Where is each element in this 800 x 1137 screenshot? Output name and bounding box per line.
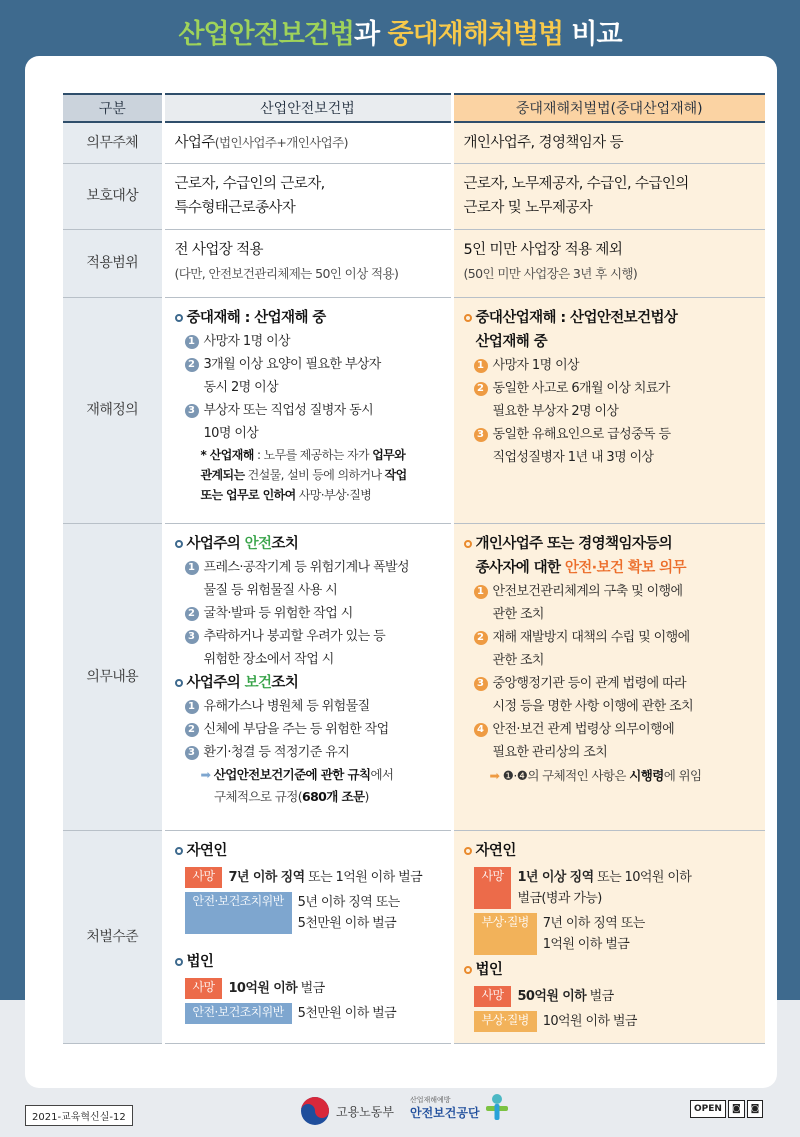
- text: 사망자 1명 이상: [492, 358, 579, 373]
- title-part2: 과: [353, 19, 388, 50]
- penalty-line: [185, 978, 443, 999]
- section-head: [464, 532, 758, 580]
- text: 위험한 장소에서 작업 시: [203, 652, 334, 667]
- text: 자연인: [475, 843, 516, 859]
- bullet-icon: [464, 540, 472, 548]
- number-badge-icon: 1: [185, 700, 199, 714]
- text: 특수형태근로종사자: [174, 200, 296, 216]
- penalty-line: [474, 913, 758, 955]
- arrow-icon: ➡: [200, 767, 211, 782]
- text: 10억원 이하: [228, 981, 298, 996]
- text: 50억원 이하: [517, 989, 587, 1004]
- row-label: 재해정의: [63, 298, 163, 524]
- text: * 산업재해: [200, 448, 254, 462]
- text: 건설물, 설비 등에 의하거나: [244, 468, 385, 482]
- text: 조치: [271, 536, 299, 552]
- table-row: [63, 831, 765, 1044]
- text: 보건: [244, 675, 272, 691]
- cell-sa: 개인사업주, 경영책임자 등: [452, 122, 765, 164]
- text: 근로자, 노무제공자, 수급인, 수급인의: [463, 176, 689, 192]
- list-item: [464, 718, 758, 764]
- text: 근로자 및 노무제공자: [463, 200, 593, 216]
- text: 작업: [384, 468, 407, 482]
- cell-sa: [452, 298, 765, 524]
- section-head: [464, 958, 758, 982]
- text: 산업재해 중: [475, 334, 547, 350]
- ministry-logo: [300, 1096, 394, 1126]
- text: 직업성질병자 1년 내 3명 이상: [492, 450, 654, 465]
- text: 또는 10억원 이하: [593, 870, 692, 885]
- bullet-icon: [175, 958, 183, 966]
- text: (다만, 안전보건관리체제는 50인 이상 적용): [174, 266, 399, 281]
- text: 에서: [370, 767, 394, 782]
- bullet-icon: [175, 847, 183, 855]
- text: 동시 2명 이상: [203, 380, 279, 395]
- injury-tag: 부상·질병: [474, 1011, 537, 1032]
- header-osh-act: 산업안전보건법: [163, 94, 452, 122]
- text: 자연인: [186, 843, 227, 859]
- comparison-table: [63, 93, 765, 1044]
- cell-osh: [163, 164, 452, 230]
- table-row: [63, 164, 765, 230]
- list-item: [175, 718, 443, 741]
- section-head: [175, 671, 443, 695]
- text: 물질 등 위험물질 사용 시: [203, 583, 338, 598]
- text: 7년 이하 징역 또는: [542, 916, 645, 931]
- text: (법인사업주+개인사업주): [214, 135, 348, 150]
- title-part4: 비교: [563, 19, 622, 50]
- death-tag: 사망: [474, 986, 512, 1007]
- license-badge: [690, 1100, 763, 1118]
- bullet-icon: [175, 679, 183, 687]
- text: 법인: [186, 954, 214, 970]
- cell-sa: [452, 230, 765, 298]
- number-badge-icon: 2: [474, 382, 488, 396]
- text: : 노무를 제공하는 자가: [253, 448, 373, 462]
- text: 조치: [271, 675, 299, 691]
- bullet-icon: [464, 314, 472, 322]
- list-item: [175, 695, 443, 718]
- cell-osh: [163, 831, 452, 1044]
- text: 근로자, 수급인의 근로자,: [174, 176, 325, 192]
- violation-tag: 안전·보건조치위반: [185, 892, 292, 934]
- row-label: 의무내용: [63, 524, 163, 831]
- text: 또는 업무로 인하여: [200, 488, 296, 502]
- text: 또는 1억원 이하 벌금: [304, 870, 423, 885]
- table-row: [63, 122, 765, 164]
- number-badge-icon: 1: [474, 359, 488, 373]
- text: 업무와: [372, 448, 406, 462]
- number-badge-icon: 4: [474, 723, 488, 737]
- table-row: [63, 230, 765, 298]
- text: 에 위임: [663, 768, 702, 783]
- bullet-icon: [464, 966, 472, 974]
- row-label: 처벌수준: [63, 831, 163, 1044]
- text: 벌금: [586, 989, 614, 1004]
- section-head: [175, 950, 443, 974]
- text: 관한 조치: [492, 653, 544, 668]
- text: 사업주: [174, 135, 215, 151]
- agency-name: 안전보건공단: [410, 1106, 480, 1120]
- number-badge-icon: 3: [185, 404, 199, 418]
- section-head: [464, 306, 758, 354]
- text: 환기·청결 등 적정기준 유지: [203, 745, 350, 760]
- rule-note: [175, 764, 443, 808]
- penalty-line: [474, 867, 758, 909]
- text: 680개 조문: [301, 789, 365, 804]
- agency-logo: [410, 1092, 510, 1122]
- table-row: [63, 298, 765, 524]
- text: 10억원 이하 벌금: [542, 1014, 637, 1029]
- list-item: [175, 625, 443, 671]
- agency-mark-icon: [484, 1092, 510, 1122]
- list-item: [175, 353, 443, 399]
- cell-osh: [163, 230, 452, 298]
- list-item: [175, 330, 443, 353]
- text: 유해가스나 병원체 등 위험물질: [203, 699, 370, 714]
- penalty-line: [474, 1011, 758, 1032]
- definition-note: [175, 445, 443, 505]
- text: 중대산업재해 : 산업안전보건법상: [475, 310, 678, 326]
- list-item: [464, 354, 758, 377]
- text: 신체에 부담을 주는 등 위험한 작업: [203, 722, 389, 737]
- title-part1: 산업안전보건법: [178, 19, 354, 50]
- table-header-row: [63, 94, 765, 122]
- text: 5천만원 이하 벌금: [297, 916, 397, 931]
- list-item: [464, 672, 758, 718]
- text: 굴착·발파 등 위험한 작업 시: [203, 606, 353, 621]
- agency-text: [410, 1094, 480, 1120]
- list-item: [464, 423, 758, 469]
- list-item: [175, 741, 443, 764]
- header-serious-accident-act: 중대재해처벌법(중대산업재해): [452, 94, 765, 122]
- text: 10명 이상: [203, 426, 259, 441]
- number-badge-icon: 3: [474, 428, 488, 442]
- bullet-icon: [175, 540, 183, 548]
- cell-osh: [163, 298, 452, 524]
- violation-tag: 안전·보건조치위반: [185, 1003, 292, 1024]
- header-category: 구분: [63, 94, 163, 122]
- section-head: [175, 306, 443, 330]
- bullet-icon: [464, 847, 472, 855]
- penalty-line: [185, 867, 443, 888]
- cell-sa: [452, 164, 765, 230]
- penalty-line: [474, 986, 758, 1007]
- list-item: [175, 602, 443, 625]
- death-tag: 사망: [474, 867, 512, 909]
- text: 안전·보건 확보 의무: [564, 560, 686, 576]
- list-item: [175, 399, 443, 445]
- text: 7년 이하 징역: [228, 870, 305, 885]
- text: 동일한 유해요인으로 급성중독 등: [492, 427, 671, 442]
- number-badge-icon: 3: [185, 746, 199, 760]
- text: 추락하거나 붕괴할 우려가 있는 등: [203, 629, 386, 644]
- text: 전 사업장 적용: [174, 242, 263, 258]
- text: 5천만원 이하 벌금: [297, 1006, 397, 1021]
- text: 중앙행정기관 등이 관계 법령에 따라: [492, 676, 686, 691]
- number-badge-icon: 2: [185, 607, 199, 621]
- section-head: [175, 839, 443, 863]
- row-label: 의무주체: [63, 122, 163, 164]
- cell-osh: [163, 122, 452, 164]
- noncommercial-icon: ◙: [747, 1100, 764, 1118]
- list-item: [464, 626, 758, 672]
- section-head: [464, 839, 758, 863]
- text: 안전보건관리체계의 구축 및 이행에: [492, 584, 683, 599]
- text: 법인: [475, 962, 503, 978]
- text: 관계되는: [200, 468, 245, 482]
- taegeuk-icon: [300, 1096, 330, 1126]
- document-code: 2021-교육혁신실-12: [25, 1105, 133, 1126]
- text: 구체적으로 규정(: [214, 789, 302, 804]
- text: 3개월 이상 요양이 필요한 부상자: [203, 357, 381, 372]
- list-item: [464, 377, 758, 423]
- text: 안전: [244, 536, 272, 552]
- table-row: [63, 524, 765, 831]
- text: 관한 조치: [492, 607, 544, 622]
- title-part3: 중대재해처벌법: [387, 19, 564, 50]
- text: 5인 미만 사업장 적용 제외: [463, 242, 623, 258]
- agency-subtitle: 산업재해예방: [410, 1096, 451, 1104]
- text: 1년 이상 징역: [517, 870, 594, 885]
- death-tag: 사망: [185, 867, 223, 888]
- cell-sa: [452, 831, 765, 1044]
- penalty-line: [185, 1003, 443, 1024]
- number-badge-icon: 3: [185, 630, 199, 644]
- list-item: [175, 556, 443, 602]
- section-head: [175, 532, 443, 556]
- list-item: [464, 580, 758, 626]
- text: 필요한 부상자 2명 이상: [492, 404, 619, 419]
- number-badge-icon: 2: [474, 631, 488, 645]
- row-label: 보호대상: [63, 164, 163, 230]
- text: 필요한 관리상의 조치: [492, 745, 608, 760]
- open-license-mark: OPEN: [690, 1100, 726, 1118]
- text: ❶·❹의 구체적인 사항은: [502, 768, 630, 783]
- text: 벌금(병과 가능): [517, 891, 602, 906]
- arrow-icon: ➡: [489, 768, 500, 783]
- death-tag: 사망: [185, 978, 223, 999]
- bullet-icon: [175, 314, 183, 322]
- number-badge-icon: 1: [474, 585, 488, 599]
- text: 사업주의: [186, 536, 245, 552]
- number-badge-icon: 3: [474, 677, 488, 691]
- row-label: 적용범위: [63, 230, 163, 298]
- text: 종사자에 대한: [475, 560, 565, 576]
- injury-tag: 부상·질병: [474, 913, 537, 955]
- cell-osh: [163, 524, 452, 831]
- number-badge-icon: 1: [185, 561, 199, 575]
- text: 1억원 이하 벌금: [542, 937, 630, 952]
- text: 프레스·공작기계 등 위험기계나 폭발성: [203, 560, 409, 575]
- attribution-icon: ◙: [728, 1100, 745, 1118]
- text: 벌금: [297, 981, 325, 996]
- number-badge-icon: 1: [185, 335, 199, 349]
- text: 동일한 사고로 6개월 이상 치료가: [492, 381, 670, 396]
- text: ): [364, 789, 369, 804]
- text: 부상자 또는 직업성 질병자 동시: [203, 403, 374, 418]
- text: 재해 재발방지 대책의 수립 및 이행에: [492, 630, 690, 645]
- text: 5년 이하 징역 또는: [297, 895, 400, 910]
- cell-sa: [452, 524, 765, 831]
- text: 사망·부상·질병: [295, 488, 372, 502]
- text: 중대재해 : 산업재해 중: [186, 310, 326, 326]
- text: 시정 등을 명한 사항 이행에 관한 조치: [492, 699, 694, 714]
- text: 사망자 1명 이상: [203, 334, 290, 349]
- number-badge-icon: 2: [185, 358, 199, 372]
- text: 산업안전보건기준에 관한 규칙: [213, 767, 371, 782]
- number-badge-icon: 2: [185, 723, 199, 737]
- text: (50인 미만 사업장은 3년 후 시행): [463, 266, 638, 281]
- text: 안전·보건 관계 법령상 의무이행에: [492, 722, 675, 737]
- ministry-name: 고용노동부: [336, 1104, 394, 1119]
- text: 개인사업주 또는 경영책임자등의: [475, 536, 673, 552]
- text: 사업주의: [186, 675, 245, 691]
- text: 시행령: [629, 768, 664, 783]
- penalty-line: [185, 892, 443, 934]
- delegation-note: [464, 764, 758, 788]
- page-title: [0, 12, 800, 51]
